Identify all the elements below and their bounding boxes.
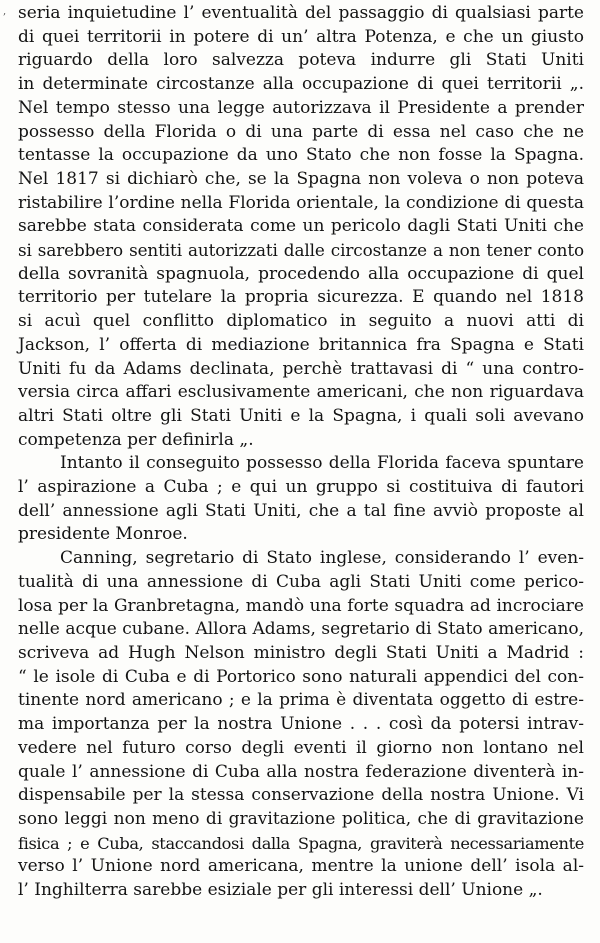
paragraph-3 [18,547,584,903]
text-line: l’ Inghilterra sarebbe esiziale per gli interessi dell’ Unione „. [18,880,543,901]
text-line: Nel tempo stesso una legge autorizzava il Presidente a prender [18,97,584,118]
text-line: verso l’ Unione nord americana, mentre la unione dell’ isola al- [18,856,584,877]
text-line: fisica ; e Cuba, staccandosi dalla Spagna, graviterà necessariamente [18,833,584,853]
text-line: dell’ annessione agli Stati Uniti, che a tal fine avviò proposte al [18,500,584,521]
text-line: tualità di una annessione di Cuba agli Stati Uniti come perico- [18,571,584,592]
text-line: seria inquietudine l’ eventualità del passaggio di qualsiasi parte [18,3,584,23]
paragraph-2 [18,452,584,547]
text-line: altri Stati oltre gli Stati Uniti e la Spagna, i quali soli avevano [18,405,584,426]
text-line: vedere nel futuro corso degli eventi il giorno non lontano nel [18,737,584,758]
text-line: presidente Monroe. [18,524,188,545]
text-line: della sovranità spagnuola, procedendo alla occupazione di quel [18,263,584,284]
text-line: Uniti fu da Adams declinata, perchè trattavasi di “ una contro- [18,358,584,379]
text-line: l’ aspirazione a Cuba ; e qui un gruppo si costituiva di fautori [18,477,584,498]
text-line: di quei territorii in potere di un’ altra Potenza, e che un giusto [18,26,584,47]
text-line: in determinate circostanze alla occupazione di quei territorii „. [18,74,584,95]
text-line: Jackson, l’ offerta di mediazione britannica fra Spagna e Stati [18,334,584,355]
text-line: competenza per definirla „. [18,429,254,450]
margin-mark: , [3,6,7,17]
text-line: possesso della Florida o di una parte di essa nel caso che ne [18,121,584,142]
text-line: dispensabile per la stessa conservazione della nostra Unione. Vi [18,785,584,806]
text-line: ma importanza per la nostra Unione . . . così da potersi intrav- [18,714,584,735]
text-line: versia circa affari esclusivamente americani, che non riguardava [18,382,584,403]
text-line: tentasse la occupazione da uno Stato che non fosse la Spagna. [18,145,584,166]
text-line: si acuì quel conflitto diplomatico in seguito a nuovi atti di [18,311,584,332]
text-line: sono leggi non meno di gravitazione politica, che di gravitazione [18,808,584,829]
text-line: ristabilire l’ordine nella Florida orientale, la condizione di questa [18,192,584,213]
text-line: si sarebbero sentiti autorizzati dalle circostanze a non tener conto [18,240,584,261]
text-line: quale l’ annessione di Cuba alla nostra federazione diventerà in- [18,761,584,782]
text-line: nelle acque cubane. Allora Adams, segretario di Stato americano, [18,619,584,640]
text-line: tinente nord americano ; e la prima è diventata oggetto di estre- [18,690,584,711]
text-line: scriveva ad Hugh Nelson ministro degli Stati Uniti a Madrid : [18,642,584,663]
text-line: sarebbe stata considerata come un pericolo dagli Stati Uniti che [18,216,584,237]
text-line: Intanto il conseguito possesso della Florida faceva spuntare [60,453,584,474]
text-line: riguardo della loro salvezza poteva indurre gli Stati Uniti [18,50,584,71]
text-line: losa per la Granbretagna, mandò una forte squadra ad incrociare [18,595,584,616]
text-line: Nel 1817 si dichiarò che, se la Spagna non voleva o non poteva [18,168,584,189]
text-line: Canning, segretario di Stato inglese, considerando l’ even- [60,548,584,569]
text-line: “ le isole di Cuba e di Portorico sono naturali appendici del con- [18,666,584,687]
text-line: territorio per tutelare la propria sicurezza. E quando nel 1818 [18,287,584,308]
paragraph-1 [18,2,584,452]
body-text [18,2,584,903]
